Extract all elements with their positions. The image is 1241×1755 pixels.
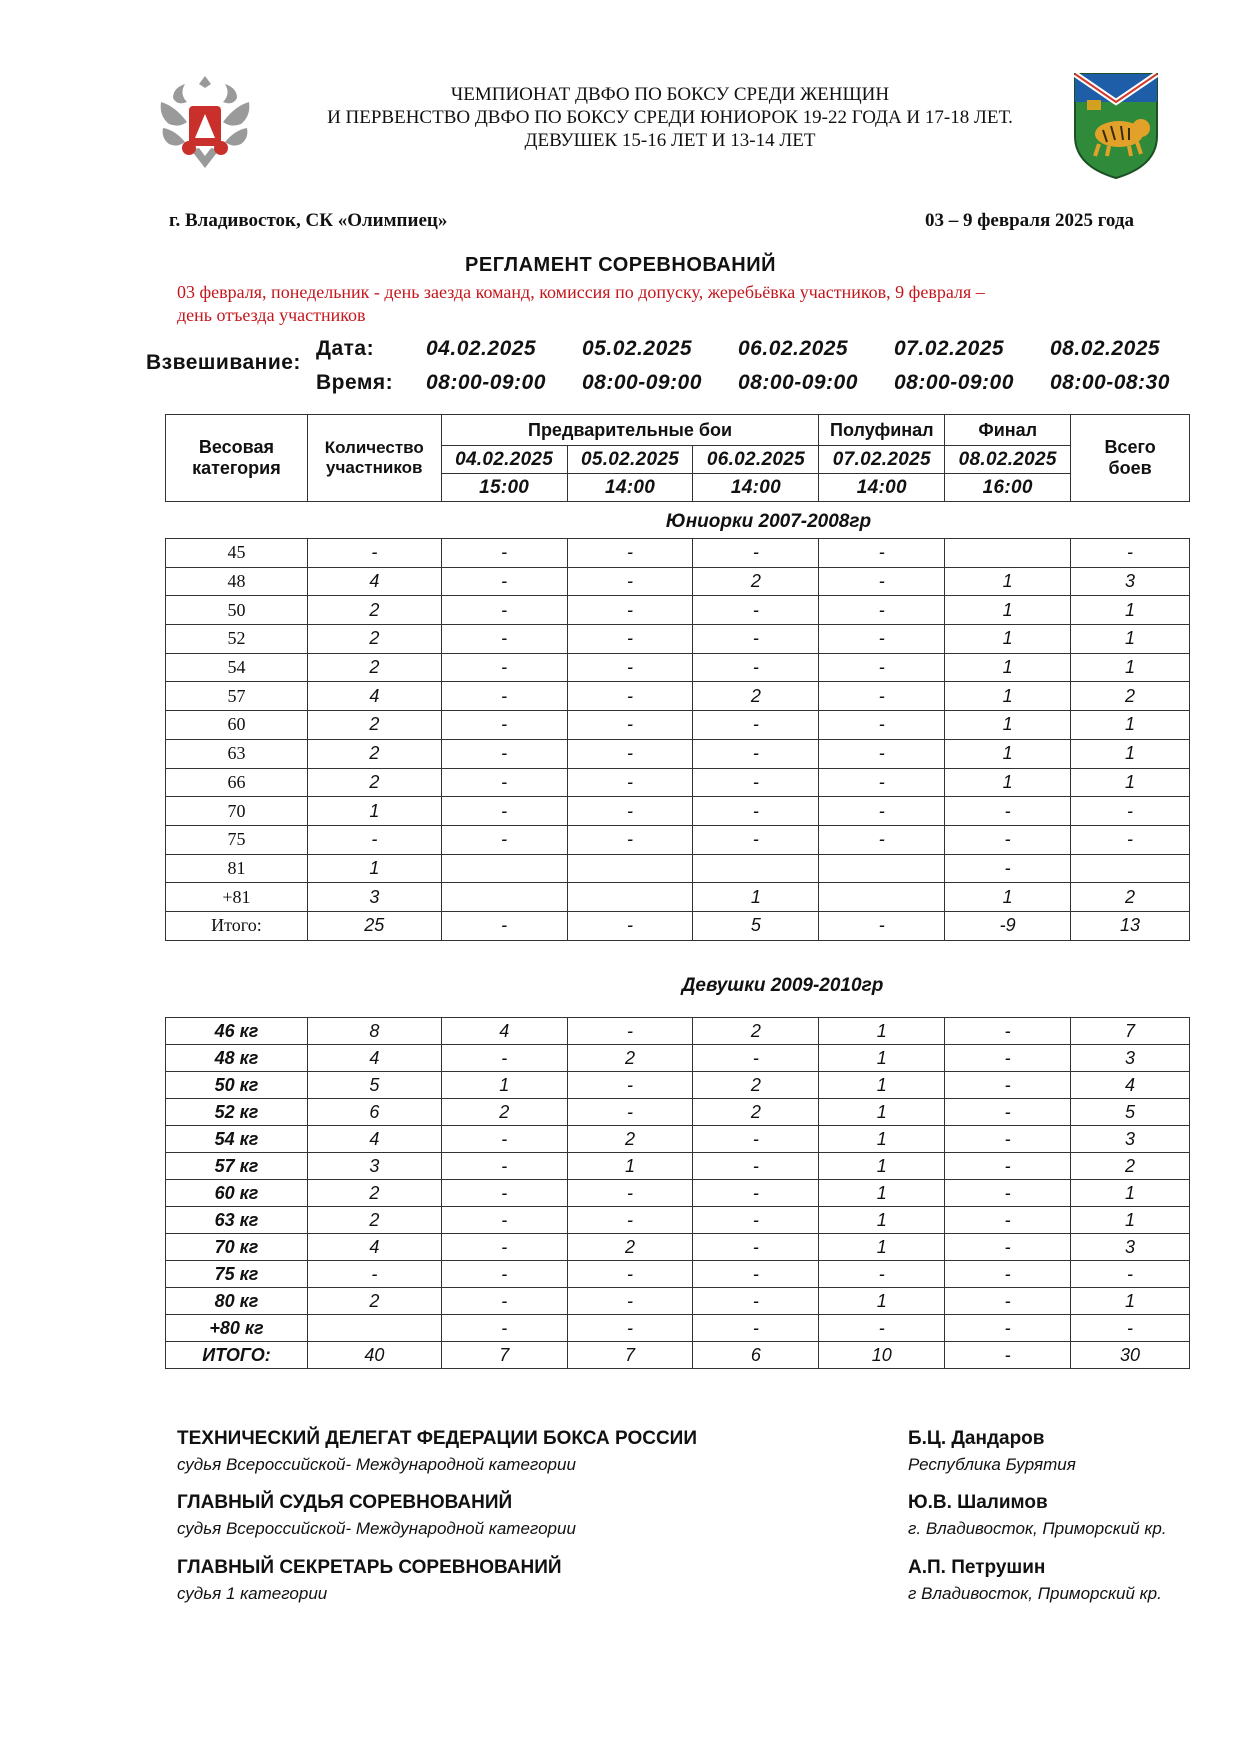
table-cell: - [819, 1261, 945, 1288]
table-cell: - [441, 1153, 567, 1180]
table-cell: 2 [567, 1126, 693, 1153]
schedule-header-table [165, 414, 1190, 502]
weight-category-cell: 54 [166, 653, 308, 682]
table-cell: - [945, 854, 1071, 883]
weight-category-cell: 70 [166, 797, 308, 826]
weight-category-cell: 60 [166, 711, 308, 740]
weight-category-cell: 70 кг [166, 1234, 308, 1261]
table-cell: 1 [819, 1126, 945, 1153]
table-cell: 4 [307, 682, 441, 711]
juniors-table-row [166, 625, 1190, 654]
table-cell: 3 [1071, 567, 1190, 596]
weighing-date: 05.02.2025 [582, 337, 693, 360]
table-cell: - [693, 1153, 819, 1180]
regulation-note-line-1: 03 февраля, понедельник - день заезда команд, комиссия по допуску, жеребьёвка участников, 9 февраля – [177, 282, 985, 302]
table-cell: 2 [307, 596, 441, 625]
boxing-federation-emblem-icon [155, 72, 255, 174]
juniors-table-row [166, 567, 1190, 596]
girls-table-row [166, 1288, 1190, 1315]
table-cell: - [441, 1315, 567, 1342]
table-cell: - [567, 567, 693, 596]
table-cell [1071, 854, 1190, 883]
table-cell: - [1071, 539, 1190, 568]
table-cell: 3 [307, 1153, 441, 1180]
table-cell: 1 [819, 1153, 945, 1180]
signatory-name: Ю.В. Шалимов [908, 1492, 1048, 1513]
juniors-table-row [166, 854, 1190, 883]
table-cell [567, 883, 693, 912]
signatory-place: г Владивосток, Приморский кр. [908, 1584, 1162, 1603]
table-cell: - [567, 539, 693, 568]
table-cell: - [567, 1288, 693, 1315]
table-cell: 4 [307, 567, 441, 596]
table-cell: 1 [307, 854, 441, 883]
juniors-table-row [166, 825, 1190, 854]
table-cell: - [441, 739, 567, 768]
juniors-table-row [166, 539, 1190, 568]
weighing-time: 08:00-08:30 [1050, 371, 1170, 394]
table-cell: - [1071, 825, 1190, 854]
table-cell: 4 [307, 1045, 441, 1072]
table-cell [441, 854, 567, 883]
championship-title-line-3: ДЕВУШЕК 15-16 ЛЕТ И 13-14 ЛЕТ [524, 130, 816, 151]
table-cell: - [693, 1234, 819, 1261]
table-cell: 30 [1071, 1342, 1190, 1369]
table-cell: - [441, 768, 567, 797]
table-cell: - [819, 711, 945, 740]
table-cell: 3 [1071, 1045, 1190, 1072]
table-cell: 7 [567, 1342, 693, 1369]
table-cell: - [567, 711, 693, 740]
table-cell: - [441, 682, 567, 711]
weight-category-cell: 50 кг [166, 1072, 308, 1099]
table-cell: 1 [819, 1045, 945, 1072]
table-cell: - [945, 1099, 1071, 1126]
weight-category-cell: 57 кг [166, 1153, 308, 1180]
round-time: 14:00 [819, 474, 945, 502]
table-cell: - [819, 539, 945, 568]
girls-table-row [166, 1099, 1190, 1126]
table-cell: - [945, 1288, 1071, 1315]
table-cell: - [567, 1018, 693, 1045]
table-cell: 1 [945, 625, 1071, 654]
table-cell: - [945, 1315, 1071, 1342]
table-cell: - [693, 1261, 819, 1288]
table-cell: 1 [945, 739, 1071, 768]
table-cell: - [693, 1126, 819, 1153]
signatory-rank: судья Всероссийской- Международной категории [177, 1519, 576, 1538]
table-cell: 1 [819, 1207, 945, 1234]
table-cell: 2 [693, 567, 819, 596]
weight-category-cell: +80 кг [166, 1315, 308, 1342]
table-cell: - [819, 797, 945, 826]
table-cell: - [567, 1099, 693, 1126]
signatory-rank: судья 1 категории [177, 1584, 328, 1603]
weight-category-cell: 75 кг [166, 1261, 308, 1288]
table-cell: - [819, 825, 945, 854]
weight-category-cell: 52 [166, 625, 308, 654]
table-cell: 1 [945, 567, 1071, 596]
table-cell: - [693, 653, 819, 682]
table-cell: - [441, 539, 567, 568]
weight-category-cell: 80 кг [166, 1288, 308, 1315]
juniors-table [165, 538, 1190, 941]
table-cell: 1 [1071, 711, 1190, 740]
table-cell: 1 [819, 1018, 945, 1045]
weight-category-cell: ИТОГО: [166, 1342, 308, 1369]
table-cell: - [441, 1234, 567, 1261]
table-cell: - [441, 825, 567, 854]
girls-table-row [166, 1126, 1190, 1153]
event-location: г. Владивосток, СК «Олимпиец» [169, 210, 448, 231]
table-cell: 2 [307, 625, 441, 654]
juniors-table-row [166, 653, 1190, 682]
table-cell: - [819, 739, 945, 768]
table-cell: 1 [693, 883, 819, 912]
table-cell: - [693, 768, 819, 797]
table-cell: 1 [1071, 625, 1190, 654]
table-cell: - [819, 768, 945, 797]
round-time: 14:00 [567, 474, 693, 502]
girls-table-row [166, 1261, 1190, 1288]
table-cell: 13 [1071, 911, 1190, 940]
weighing-date: 06.02.2025 [738, 337, 849, 360]
table-cell: - [567, 1207, 693, 1234]
table-cell: 1 [945, 596, 1071, 625]
girls-table-row [166, 1342, 1190, 1369]
table-cell: - [441, 625, 567, 654]
round-date: 08.02.2025 [945, 446, 1071, 474]
table-cell: - [819, 1315, 945, 1342]
table-cell: - [945, 825, 1071, 854]
total-bouts-header: Всего боев [1071, 415, 1190, 502]
table-cell: 4 [441, 1018, 567, 1045]
table-cell: 1 [441, 1072, 567, 1099]
table-cell: - [567, 1180, 693, 1207]
table-cell: - [693, 797, 819, 826]
table-cell: 1 [1071, 653, 1190, 682]
table-cell: - [1071, 1315, 1190, 1342]
table-cell: 2 [307, 653, 441, 682]
weight-category-cell: 63 [166, 739, 308, 768]
table-cell: 1 [1071, 739, 1190, 768]
table-cell [567, 854, 693, 883]
table-cell: 1 [1071, 596, 1190, 625]
table-cell: 2 [1071, 1153, 1190, 1180]
girls-table-row [166, 1234, 1190, 1261]
table-cell: 1 [819, 1234, 945, 1261]
round-time: 16:00 [945, 474, 1071, 502]
weight-category-cell: 54 кг [166, 1126, 308, 1153]
table-cell: - [567, 825, 693, 854]
girls-table-row [166, 1180, 1190, 1207]
table-cell: 6 [693, 1342, 819, 1369]
table-cell: 40 [307, 1342, 441, 1369]
table-cell: 3 [1071, 1234, 1190, 1261]
juniors-table-row [166, 911, 1190, 940]
table-cell: - [945, 1072, 1071, 1099]
table-cell: 2 [307, 1207, 441, 1234]
table-cell: 2 [567, 1045, 693, 1072]
table-cell: 10 [819, 1342, 945, 1369]
table-cell [945, 539, 1071, 568]
weight-category-cell: Итого: [166, 911, 308, 940]
table-cell: 1 [1071, 768, 1190, 797]
weighing-time: 08:00-09:00 [894, 371, 1014, 394]
table-cell: - [567, 1261, 693, 1288]
table-cell: 6 [307, 1099, 441, 1126]
table-cell: - [693, 625, 819, 654]
table-cell: - [693, 711, 819, 740]
round-date: 06.02.2025 [693, 446, 819, 474]
table-cell: - [567, 739, 693, 768]
table-cell: - [945, 1234, 1071, 1261]
table-cell: - [693, 1180, 819, 1207]
weighing-date-label: Дата: [316, 337, 375, 360]
weighing-date: 07.02.2025 [894, 337, 1005, 360]
table-cell: 1 [945, 711, 1071, 740]
girls-table-row [166, 1072, 1190, 1099]
weight-category-header: Весовая категория [166, 415, 308, 502]
table-cell: 7 [1071, 1018, 1190, 1045]
table-cell: 2 [693, 1072, 819, 1099]
table-cell: - [441, 1180, 567, 1207]
table-cell: - [567, 1315, 693, 1342]
signatory-title: ТЕХНИЧЕСКИЙ ДЕЛЕГАТ ФЕДЕРАЦИИ БОКСА РОССИИ [177, 1428, 697, 1449]
juniors-table-row [166, 596, 1190, 625]
table-cell: - [441, 797, 567, 826]
round-date: 07.02.2025 [819, 446, 945, 474]
signatory-place: г. Владивосток, Приморский кр. [908, 1519, 1167, 1538]
table-cell: - [945, 1180, 1071, 1207]
participants-header: Количество участников [307, 415, 441, 502]
girls-table-row [166, 1315, 1190, 1342]
table-cell: - [819, 625, 945, 654]
table-cell: 7 [441, 1342, 567, 1369]
weight-category-cell: 75 [166, 825, 308, 854]
table-cell: 5 [1071, 1099, 1190, 1126]
table-cell: 1 [945, 653, 1071, 682]
table-cell [307, 1315, 441, 1342]
table-cell: - [567, 1072, 693, 1099]
weight-category-cell: 46 кг [166, 1018, 308, 1045]
weight-category-cell: 60 кг [166, 1180, 308, 1207]
girls-table [165, 1017, 1190, 1369]
table-cell: - [441, 1288, 567, 1315]
table-cell: - [693, 539, 819, 568]
table-cell: - [441, 711, 567, 740]
table-cell: - [441, 1207, 567, 1234]
table-cell: 1 [819, 1072, 945, 1099]
table-cell: - [693, 1288, 819, 1315]
table-cell: - [819, 567, 945, 596]
table-cell: 2 [693, 682, 819, 711]
juniors-table-row [166, 711, 1190, 740]
table-cell: - [567, 653, 693, 682]
weighing-time: 08:00-09:00 [738, 371, 858, 394]
round-date: 04.02.2025 [441, 446, 567, 474]
table-cell: 25 [307, 911, 441, 940]
table-cell: - [693, 739, 819, 768]
table-cell [441, 883, 567, 912]
round-date: 05.02.2025 [567, 446, 693, 474]
signatory-title: ГЛАВНЫЙ СУДЬЯ СОРЕВНОВАНИЙ [177, 1492, 513, 1513]
table-cell: - [819, 596, 945, 625]
table-cell: 3 [307, 883, 441, 912]
juniors-table-row [166, 797, 1190, 826]
table-cell: - [693, 825, 819, 854]
table-cell: 4 [1071, 1072, 1190, 1099]
weight-category-cell: 66 [166, 768, 308, 797]
weight-category-cell: 48 [166, 567, 308, 596]
championship-title-line-1: ЧЕМПИОНАТ ДВФО ПО БОКСУ СРЕДИ ЖЕНЩИН [450, 84, 890, 105]
table-cell: - [693, 596, 819, 625]
championship-title-line-2: И ПЕРВЕНСТВО ДВФО ПО БОКСУ СРЕДИ ЮНИОРОК 19-22 ГОДА И 17-18 ЛЕТ. [327, 107, 1013, 128]
weighing-time: 08:00-09:00 [582, 371, 702, 394]
table-cell: 3 [1071, 1126, 1190, 1153]
table-cell: 1 [945, 682, 1071, 711]
juniors-table-row [166, 682, 1190, 711]
signatory-rank: судья Всероссийской- Международной категории [177, 1455, 576, 1474]
juniors-table-row [166, 883, 1190, 912]
table-cell: 1 [819, 1288, 945, 1315]
table-cell: - [945, 797, 1071, 826]
table-cell: - [1071, 797, 1190, 826]
table-cell: - [693, 1045, 819, 1072]
table-cell: - [819, 682, 945, 711]
weighing-time-label: Время: [316, 371, 394, 394]
table-cell: - [1071, 1261, 1190, 1288]
table-cell: 5 [307, 1072, 441, 1099]
table-cell: - [945, 1126, 1071, 1153]
table-cell [819, 883, 945, 912]
table-cell: - [441, 911, 567, 940]
table-cell: 5 [693, 911, 819, 940]
table-cell: - [441, 1126, 567, 1153]
table-cell: - [307, 825, 441, 854]
weight-category-cell: 81 [166, 854, 308, 883]
table-cell: 4 [307, 1234, 441, 1261]
table-cell [693, 854, 819, 883]
table-cell: 2 [441, 1099, 567, 1126]
table-cell: - [693, 1207, 819, 1234]
table-cell: - [441, 596, 567, 625]
juniors-table-row [166, 768, 1190, 797]
girls-section-title: Девушки 2009-2010гр [681, 975, 884, 996]
table-cell: 2 [567, 1234, 693, 1261]
table-cell: - [567, 682, 693, 711]
table-cell [819, 854, 945, 883]
signatory-name: Б.Ц. Дандаров [908, 1428, 1045, 1449]
signatory-place: Республика Бурятия [908, 1455, 1076, 1474]
table-cell: - [945, 1153, 1071, 1180]
juniors-table-row [166, 739, 1190, 768]
table-cell: - [307, 539, 441, 568]
round-time: 15:00 [441, 474, 567, 502]
table-cell: 1 [945, 883, 1071, 912]
table-cell: 2 [1071, 883, 1190, 912]
juniors-section-title: Юниорки 2007-2008гр [665, 511, 872, 532]
table-cell: - [945, 1018, 1071, 1045]
weight-category-cell: +81 [166, 883, 308, 912]
weighing-label: Взвешивание: [146, 351, 301, 374]
table-cell: 1 [1071, 1207, 1190, 1234]
table-cell: - [945, 1045, 1071, 1072]
final-header: Финал [945, 415, 1071, 446]
table-cell: 2 [307, 1288, 441, 1315]
event-dates: 03 – 9 февраля 2025 года [925, 210, 1134, 231]
table-cell: 1 [819, 1180, 945, 1207]
girls-table-row [166, 1153, 1190, 1180]
table-cell: - [567, 768, 693, 797]
table-cell: - [567, 625, 693, 654]
round-time: 14:00 [693, 474, 819, 502]
table-cell: -9 [945, 911, 1071, 940]
table-cell: - [567, 596, 693, 625]
table-cell: 2 [1071, 682, 1190, 711]
table-cell: 2 [307, 768, 441, 797]
girls-table-row [166, 1207, 1190, 1234]
table-cell: 4 [307, 1126, 441, 1153]
table-cell: 2 [307, 1180, 441, 1207]
table-cell: - [441, 1045, 567, 1072]
table-cell: 2 [693, 1018, 819, 1045]
regulation-title: РЕГЛАМЕНТ СОРЕВНОВАНИЙ [465, 254, 776, 276]
table-cell: - [307, 1261, 441, 1288]
table-cell: - [441, 1261, 567, 1288]
weighing-date: 08.02.2025 [1050, 337, 1161, 360]
semifinal-header: Полуфинал [819, 415, 945, 446]
table-cell: - [945, 1342, 1071, 1369]
table-cell: 1 [945, 768, 1071, 797]
table-cell: 1 [567, 1153, 693, 1180]
weighing-date: 04.02.2025 [426, 337, 537, 360]
table-cell: 1 [819, 1099, 945, 1126]
weight-category-cell: 52 кг [166, 1099, 308, 1126]
weight-category-cell: 57 [166, 682, 308, 711]
table-cell: 8 [307, 1018, 441, 1045]
table-cell: - [567, 911, 693, 940]
table-cell: - [945, 1207, 1071, 1234]
table-cell: - [945, 1261, 1071, 1288]
table-cell: 1 [1071, 1288, 1190, 1315]
table-cell: - [441, 653, 567, 682]
table-cell: - [819, 911, 945, 940]
weighing-time: 08:00-09:00 [426, 371, 546, 394]
weight-category-cell: 50 [166, 596, 308, 625]
primorsky-krai-coat-of-arms-icon [1071, 70, 1161, 180]
table-cell: 1 [1071, 1180, 1190, 1207]
signatory-title: ГЛАВНЫЙ СЕКРЕТАРЬ СОРЕВНОВАНИЙ [177, 1557, 562, 1578]
weight-category-cell: 63 кг [166, 1207, 308, 1234]
table-cell: - [441, 567, 567, 596]
weight-category-cell: 45 [166, 539, 308, 568]
table-cell: - [693, 1315, 819, 1342]
weight-category-cell: 48 кг [166, 1045, 308, 1072]
table-cell: 2 [307, 739, 441, 768]
table-cell: 1 [307, 797, 441, 826]
regulation-note-line-2: день отъезда участников [177, 305, 366, 325]
preliminary-header: Предварительные бои [441, 415, 819, 446]
table-cell: - [819, 653, 945, 682]
girls-table-row [166, 1018, 1190, 1045]
girls-table-row [166, 1045, 1190, 1072]
signatory-name: А.П. Петрушин [908, 1557, 1046, 1578]
table-cell: 2 [307, 711, 441, 740]
table-cell: - [567, 797, 693, 826]
table-cell: 2 [693, 1099, 819, 1126]
